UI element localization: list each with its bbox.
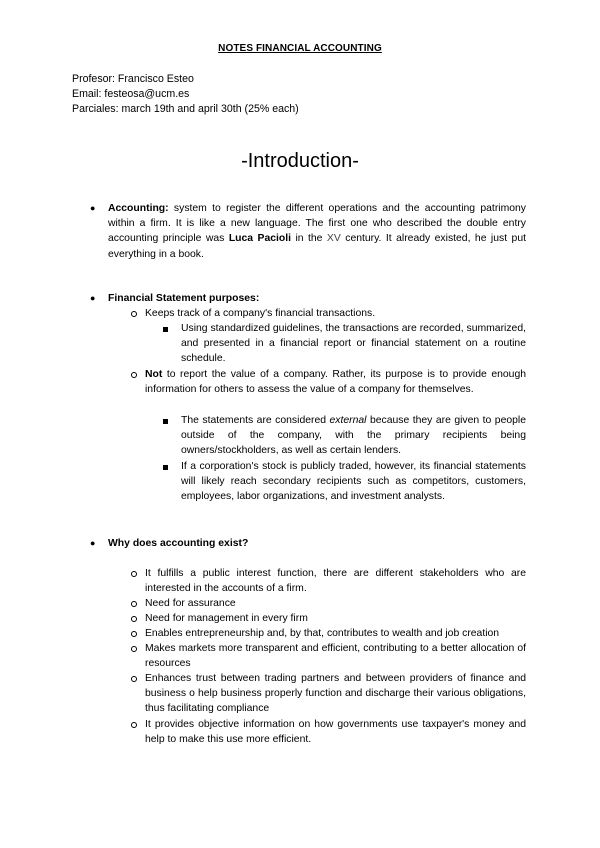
email-line: Email: festeosa@ucm.es [72, 88, 190, 100]
fs-item-2 [145, 367, 526, 397]
fs-item-2-text: to report the value of a company. Rather, its purpose is to provide enough information for others to assess the value of a company for themselves. [145, 369, 526, 396]
luca-pacioli-name: Luca Pacioli [228, 233, 292, 245]
professor-line: Profesor: Francisco Esteo [72, 73, 194, 85]
not-emphasis: Not [145, 369, 163, 380]
accounting-term: Accounting: [108, 203, 169, 214]
fs-item-2-sub-1-text-a: The statements are considered [181, 415, 330, 426]
fs-item-2-sub-1 [181, 413, 526, 459]
course-info [72, 72, 299, 117]
bullet-dot-icon: ● [90, 203, 96, 213]
why-heading-text: Why does accounting exist? [108, 538, 249, 549]
circle-bullet-icon [131, 571, 137, 577]
fs-item-2-sub-2: If a corporation's stock is publicly traded, however, its financial statements will likely reach secondary recipients such as competitors, customers, employees, labor organizations, and investment analysts. [181, 461, 526, 503]
circle-bullet-icon [131, 311, 137, 317]
why-item: Need for assurance [145, 598, 236, 609]
square-bullet-icon [163, 327, 168, 332]
why-item: It provides objective information on how governments use taxpayer's money and help to make this use more efficient. [145, 719, 526, 746]
why-item: Enables entrepreneurship and, by that, contributes to wealth and job creation [145, 628, 500, 639]
why-item: Need for management in every firm [145, 613, 308, 624]
circle-bullet-icon [131, 646, 137, 652]
fs-item-1: Keeps track of a company's financial transactions. [145, 308, 376, 319]
square-bullet-icon [163, 465, 168, 470]
circle-bullet-icon [131, 676, 137, 682]
why-item: It fulfills a public interest function, there are different stakeholders who are interested in the accounts of a firm. [145, 568, 526, 595]
document-title: NOTES FINANCIAL ACCOUNTING [218, 43, 382, 54]
circle-bullet-icon [131, 372, 137, 378]
circle-bullet-icon [131, 631, 137, 637]
circle-bullet-icon [131, 601, 137, 607]
fs-item-1-sub-1: Using standardized guidelines, the transactions are recorded, summarized, and presented in a financial report or financial statement on a routine schedule. [181, 323, 526, 365]
fs-heading-text: Financial Statement purposes: [108, 293, 260, 304]
why-item: Makes markets more transparent and efficient, contributing to a better allocation of resources [145, 643, 526, 670]
accounting-text-3: century. It already existed, he just put everything in a book. [108, 233, 527, 260]
why-item: Enhances trust between trading partners and between providers of finance and business o help business properly function and discharge their various obligations, thus facilitating compliance [145, 673, 526, 715]
square-bullet-icon [163, 419, 168, 424]
bullet-dot-icon: ● [90, 538, 96, 548]
section-heading-introduction: -Introduction- [241, 150, 359, 172]
accounting-text-2: in the [291, 233, 327, 245]
external-emphasis: external [329, 415, 367, 426]
circle-bullet-icon [131, 616, 137, 622]
century-numeral: XV [326, 233, 341, 245]
accounting-definition [108, 201, 526, 262]
fs-item-2-sub-1-text-b: because they are given to people outside of the company, with the primary recipients being owners/stockholders, as well as certain lenders. [181, 415, 526, 457]
bullet-dot-icon: ● [90, 293, 96, 303]
parciales-line: Parciales: march 19th and april 30th (25% each) [72, 103, 299, 115]
circle-bullet-icon [131, 722, 137, 728]
fs-heading [108, 291, 526, 306]
why-heading [108, 536, 526, 551]
accounting-text: system to register the different operations and the accounting patrimony within a firm. It is like a new language. The first one who described the double entry accounting principle was [108, 203, 526, 245]
